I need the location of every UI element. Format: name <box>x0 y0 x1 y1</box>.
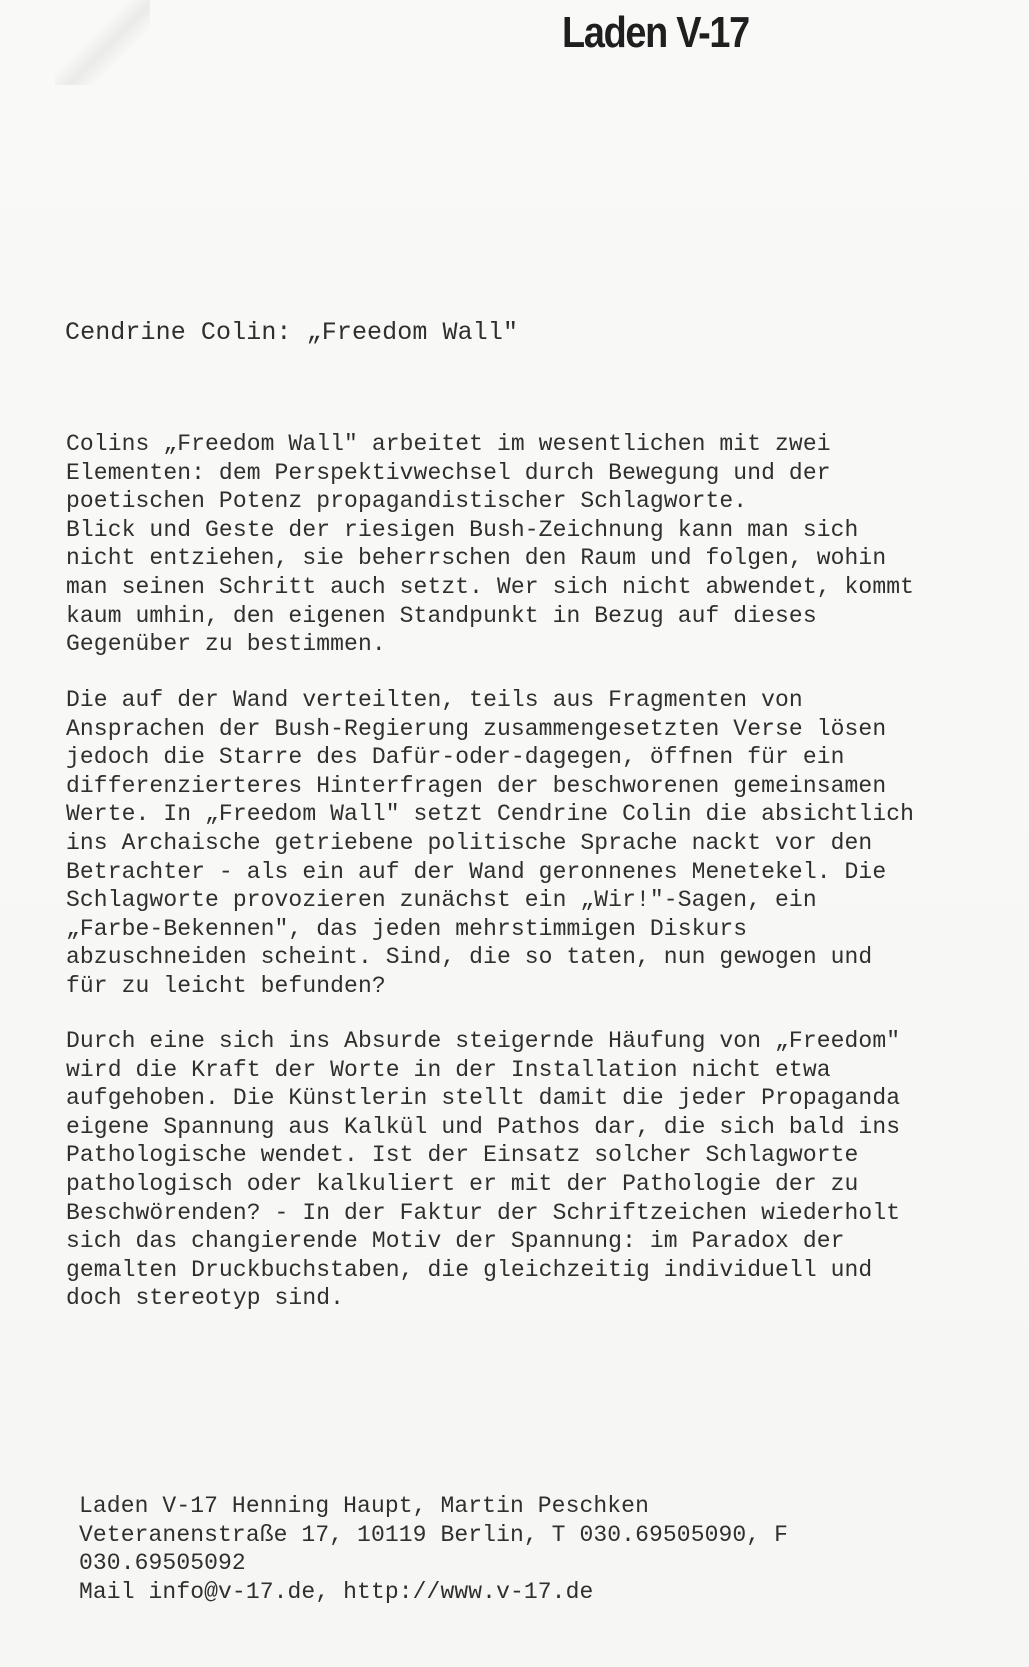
paragraph-line: Blick und Geste der riesigen Bush-Zeichnung kann man sich <box>66 516 859 543</box>
footer-names: Laden V-17 Henning Haupt, Martin Peschken <box>79 1493 649 1519</box>
paragraph-line: Durch eine sich ins Absurde steigernde Häufung von „Freedom" <box>66 1028 901 1054</box>
paragraph-line: ins Archaische getriebene politische Sprache nackt vor den <box>66 829 873 856</box>
contact-footer <box>79 1492 788 1606</box>
paragraph-line: sich das changierende Motiv der Spannung: im Paradox der <box>66 1228 845 1255</box>
paragraph-line: abzuschneiden scheint. Sind, die so taten, nun gewogen und <box>66 944 873 971</box>
paragraph-line: Betrachter - als ein auf der Wand geronnenes Menetekel. Die <box>66 858 887 885</box>
footer-fax: 030.69505092 <box>79 1550 246 1577</box>
paragraph-line: wird die Kraft der Worte in der Installation nicht etwa <box>66 1056 831 1083</box>
paragraph-line: kaum umhin, den eigenen Standpunkt in Bezug auf dieses <box>66 602 817 629</box>
paragraph-line: doch stereotyp sind. <box>66 1285 345 1312</box>
paragraph-line: Schlagworte provozieren zunächst ein „Wir!"-Sagen, ein <box>66 887 817 914</box>
paragraph-line: gemalten Druckbuchstaben, die gleichzeitig individuell und <box>66 1256 873 1283</box>
paragraph-2 <box>66 686 914 1001</box>
paragraph-line: Werte. In „Freedom Wall" setzt Cendrine Colin die absichtlich <box>66 801 915 828</box>
paragraph-line: Colins „Freedom Wall" arbeitet im wesentlichen mit zwei <box>66 431 831 457</box>
paragraph-line: man seinen Schritt auch setzt. Wer sich nicht abwendet, kommt <box>66 573 915 600</box>
paragraph-line: eigene Spannung aus Kalkül und Pathos dar, die sich bald ins <box>66 1113 901 1140</box>
paragraph-1 <box>66 430 914 659</box>
paragraph-line: pathologisch oder kalkuliert er mit der Pathologie der zu <box>66 1170 859 1197</box>
paragraph-line: Beschwörenden? - In der Faktur der Schriftzeichen wiederholt <box>66 1199 901 1226</box>
paragraph-line: differenzierteres Hinterfragen der beschworenen gemeinsamen <box>66 772 887 799</box>
paragraph-line: jedoch die Starre des Dafür-oder-dagegen, öffnen für ein <box>66 744 845 771</box>
footer-contact: Mail info@v-17.de, http://www.v-17.de <box>79 1578 594 1605</box>
gallery-logo: Laden V-17 <box>562 8 749 57</box>
paragraph-line: Ansprachen der Bush-Regierung zusammengesetzten Verse lösen <box>66 715 887 742</box>
paragraph-line: aufgehoben. Die Künstlerin stellt damit die jeder Propaganda <box>66 1085 901 1112</box>
paragraph-line: Gegenüber zu bestimmen. <box>66 631 386 658</box>
paragraph-line: „Farbe-Bekennen", das jeden mehrstimmigen Diskurs <box>66 915 748 942</box>
paragraph-line: nicht entziehen, sie beherrschen den Raum und folgen, wohin <box>66 545 887 572</box>
paragraph-line: Die auf der Wand verteilten, teils aus Fragmenten von <box>66 687 803 713</box>
paragraph-line: für zu leicht befunden? <box>66 972 386 999</box>
paragraph-line: Elementen: dem Perspektivwechsel durch Bewegung und der <box>66 459 831 486</box>
paper-crease <box>55 0 150 85</box>
paragraph-line: Pathologische wendet. Ist der Einsatz solcher Schlagworte <box>66 1142 859 1169</box>
footer-address: Veteranenstraße 17, 10119 Berlin, T 030.69505090, F <box>79 1521 789 1548</box>
paragraph-3 <box>66 1027 900 1313</box>
document-title: Cendrine Colin: „Freedom Wall" <box>65 318 519 347</box>
paragraph-line: poetischen Potenz propagandistischer Schlagworte. <box>66 488 748 515</box>
